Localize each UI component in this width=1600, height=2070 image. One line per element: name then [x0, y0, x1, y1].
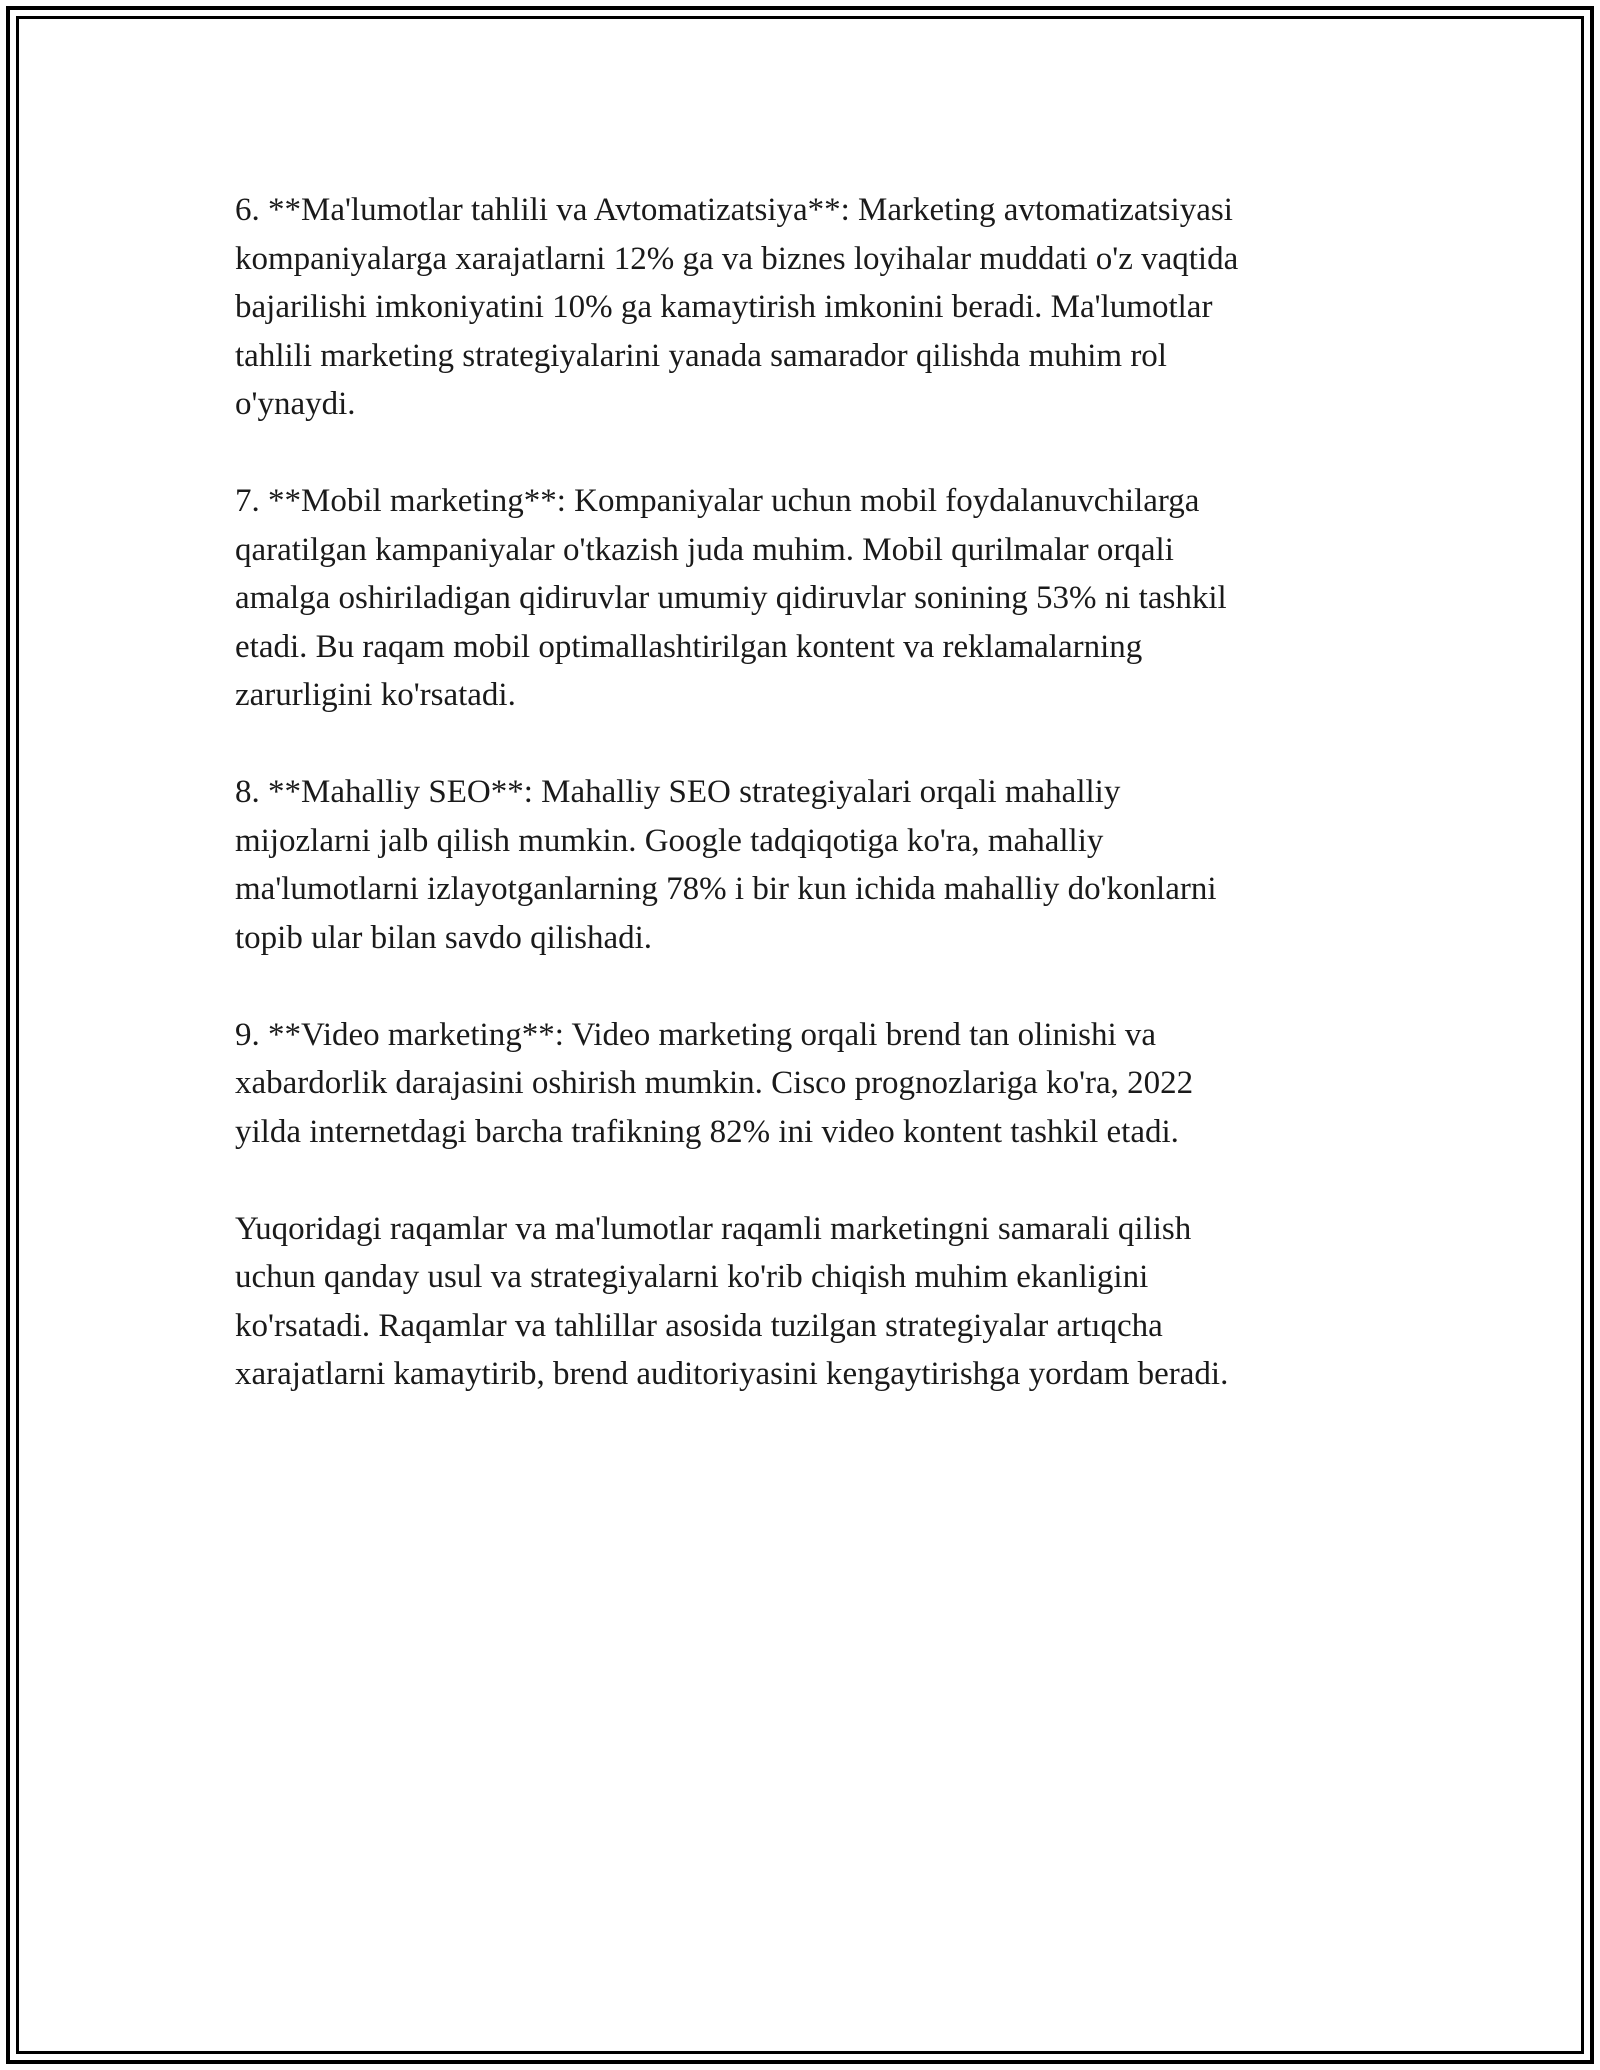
- text-line: kompaniyalarga xarajatlarni 12% ga va biznes loyihalar muddati o'z vaqtida: [235, 240, 1239, 277]
- text-line: ko'rsatadi. Raqamlar va tahlillar asosida tuzilgan strategiyalar artıqcha: [235, 1307, 1163, 1344]
- text-line: xabardorlik darajasini oshirish mumkin. Cisco prognozlariga ko'ra, 2022: [235, 1065, 1194, 1101]
- text-line: amalga oshiriladigan qidiruvlar umumiy qidiruvlar sonining 53% ni tashkil: [235, 580, 1227, 616]
- text-line: mijozlarni jalb qilish mumkin. Google tadqiqotiga ko'ra, mahalliy: [235, 822, 1104, 859]
- text-line: 8. **Mahalliy SEO**: Mahalliy SEO strategiyalari orqali mahalliy: [235, 774, 1121, 810]
- text-line: bajarilishi imkoniyatini 10% ga kamaytirish imkonini beradi. Ma'lumotlar: [235, 289, 1213, 325]
- text-line: 7. **Mobil marketing**: Kompaniyalar uchun mobil foydalanuvchilarga: [235, 483, 1200, 519]
- paragraph-conclusion: [235, 1205, 1395, 1399]
- text-line: 9. **Video marketing**: Video marketing orqali brend tan olinishi va: [235, 1016, 1157, 1053]
- text-line: topib ular bilan savdo qilishadi.: [235, 919, 653, 956]
- text-line: yilda internetdagi barcha trafikning 82% ini video kontent tashkil etadi.: [235, 1113, 1179, 1150]
- text-line: xarajatlarni kamaytirib, brend auditoriyasini kengaytirishga yordam beradi.: [235, 1356, 1229, 1392]
- text-line: ma'lumotlarni izlayotganlarning 78% i bir kun ichida mahalliy do'konlarni: [235, 871, 1217, 907]
- text-line: qaratilgan kampaniyalar o'tkazish juda muhim. Mobil qurilmalar orqali: [235, 531, 1174, 568]
- text-line: uchun qanday usul va strategiyalarni ko'rib chiqish muhim ekanligini: [235, 1259, 1149, 1295]
- text-line: o'ynaydi.: [235, 386, 356, 422]
- paragraph-data-analytics: [235, 186, 1395, 429]
- text-line: 6. **Ma'lumotlar tahlili va Avtomatizatsiya**: Marketing avtomatizatsiyasi: [235, 192, 1233, 228]
- text-line: Yuqoridagi raqamlar va ma'lumotlar raqamli marketingni samarali qilish: [235, 1210, 1192, 1247]
- text-line: etadi. Bu raqam mobil optimallashtirilgan kontent va reklamalarning: [235, 628, 1143, 665]
- text-line: tahlili marketing strategiyalarini yanada samarador qilishda muhim rol: [235, 337, 1167, 374]
- paragraph-local-seo: [235, 768, 1395, 962]
- paragraph-mobile-marketing: [235, 477, 1395, 720]
- text-line: zarurligini ko'rsatadi.: [235, 677, 516, 713]
- paragraph-video-marketing: [235, 1011, 1395, 1157]
- document-body: [235, 186, 1395, 1447]
